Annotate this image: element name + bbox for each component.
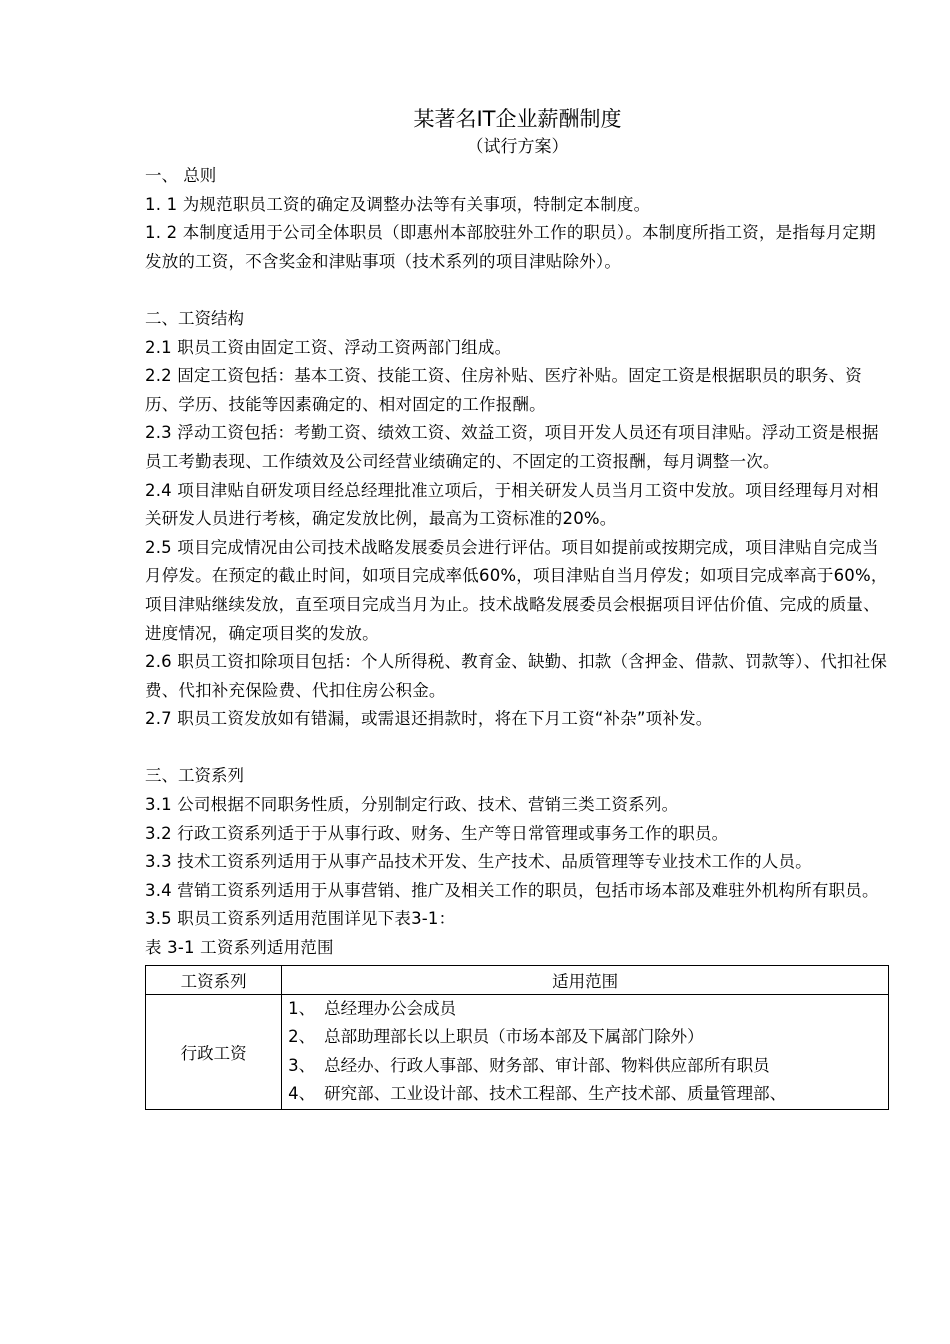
section-wage-structure (145, 305, 890, 734)
paragraph: 1. 1 为规范职员工资的确定及调整办法等有关事项，特制定本制度。 (145, 194, 651, 214)
paragraph: 2.3 浮动工资包括：考勤工资、绩效工资、效益工资，项目开发人员还有项目津贴。浮动工资是根据员工考勤表现、工作绩效及公司经营业绩确定的、不固定的工资报酬，每月调整一次。 (145, 423, 879, 471)
paragraph: 3.1 公司根据不同职务性质，分别制定行政、技术、营销三类工资系列。 (145, 795, 679, 815)
item-number: 2、 (288, 1027, 316, 1047)
item-number: 4、 (288, 1084, 316, 1104)
scope-item (288, 995, 888, 1024)
section-heading: 三、工资系列 (145, 766, 244, 786)
paragraph: 1. 2 本制度适用于公司全体职员（即惠州本部胶驻外工作的职员）。本制度所指工资，是指每月定期发放的工资，不含奖金和津贴事项（技术系列的项目津贴除外）。 (145, 223, 876, 271)
paragraph: 2.1 职员工资由固定工资、浮动工资两部门组成。 (145, 337, 512, 357)
item-text: 总经理办公会成员 (324, 998, 457, 1018)
item-text: 研究部、工业设计部、技术工程部、生产技术部、质量管理部、 (324, 1084, 787, 1104)
document-title: 某著名IT企业薪酬制度 (413, 107, 622, 131)
document-page (145, 104, 890, 1110)
item-number: 3、 (288, 1055, 316, 1075)
scope-cell (282, 994, 889, 1109)
document-subtitle: （试行方案） (466, 137, 569, 157)
scope-item (288, 1052, 888, 1081)
section-wage-series (145, 762, 890, 934)
paragraph: 2.2 固定工资包括：基本工资、技能工资、住房补贴、医疗补贴。固定工资是根据职员的职务、资历、学历、技能等因素确定的、相对固定的工作报酬。 (145, 366, 862, 414)
table-row (146, 994, 889, 1109)
paragraph: 3.5 职员工资系列适用范围详见下表3-1： (145, 909, 456, 929)
scope-item (288, 1080, 888, 1109)
paragraph: 2.7 职员工资发放如有错漏，或需退还捐款时，将在下月工资“补杂”项补发。 (145, 709, 713, 729)
item-number: 1、 (288, 998, 316, 1018)
table-header-row (146, 965, 889, 994)
section-heading: 一、 总则 (145, 166, 217, 185)
section-general (145, 162, 890, 276)
paragraph: 3.4 营销工资系列适用于从事营销、推广及相关工作的职员，包括市场本部及难驻外机构所有职员。 (145, 880, 879, 900)
paragraph: 3.2 行政工资系列适于于从事行政、财务、生产等日常管理或事务工作的职员。 (145, 823, 729, 843)
column-header-scope: 适用范围 (282, 965, 889, 994)
item-text: 总经办、行政人事部、财务部、审计部、物料供应部所有职员 (324, 1055, 770, 1075)
series-cell: 行政工资 (146, 994, 282, 1109)
paragraph: 2.4 项目津贴自研发项目经总经理批准立项后，于相关研发人员当月工资中发放。项目经理每月对相关研发人员进行考核，确定发放比例，最高为工资标准的20%。 (145, 480, 879, 529)
section-heading: 二、工资结构 (145, 308, 244, 328)
scope-item (288, 1023, 888, 1052)
paragraph: 3.3 技术工资系列适用于从事产品技术开发、生产技术、品质管理等专业技术工作的人员。 (145, 852, 812, 872)
item-text: 总部助理部长以上职员（市场本部及下属部门除外） (324, 1027, 704, 1047)
wage-series-table (145, 965, 889, 1110)
paragraph: 2.6 职员工资扣除项目包括：个人所得税、教育金、缺勤、扣款（含押金、借款、罚款等）、代扣社保费、代扣补充保险费、代扣住房公积金。 (145, 652, 888, 700)
paragraph: 2.5 项目完成情况由公司技术战略发展委员会进行评估。项目如提前或按期完成，项目津贴自完成当月停发。在预定的截止时间，如项目完成率低60%，项目津贴自当月停发；如项目完成率高于60%，项目津贴继续发放，直至项目完成当月为止。技术战略发展委员会根据项目评估价值、完成的质量、进度情况，确定项目奖的发放。 (145, 537, 888, 643)
column-header-series: 工资系列 (146, 965, 282, 994)
table-caption: 表 3-1 工资系列适用范围 (145, 938, 334, 958)
